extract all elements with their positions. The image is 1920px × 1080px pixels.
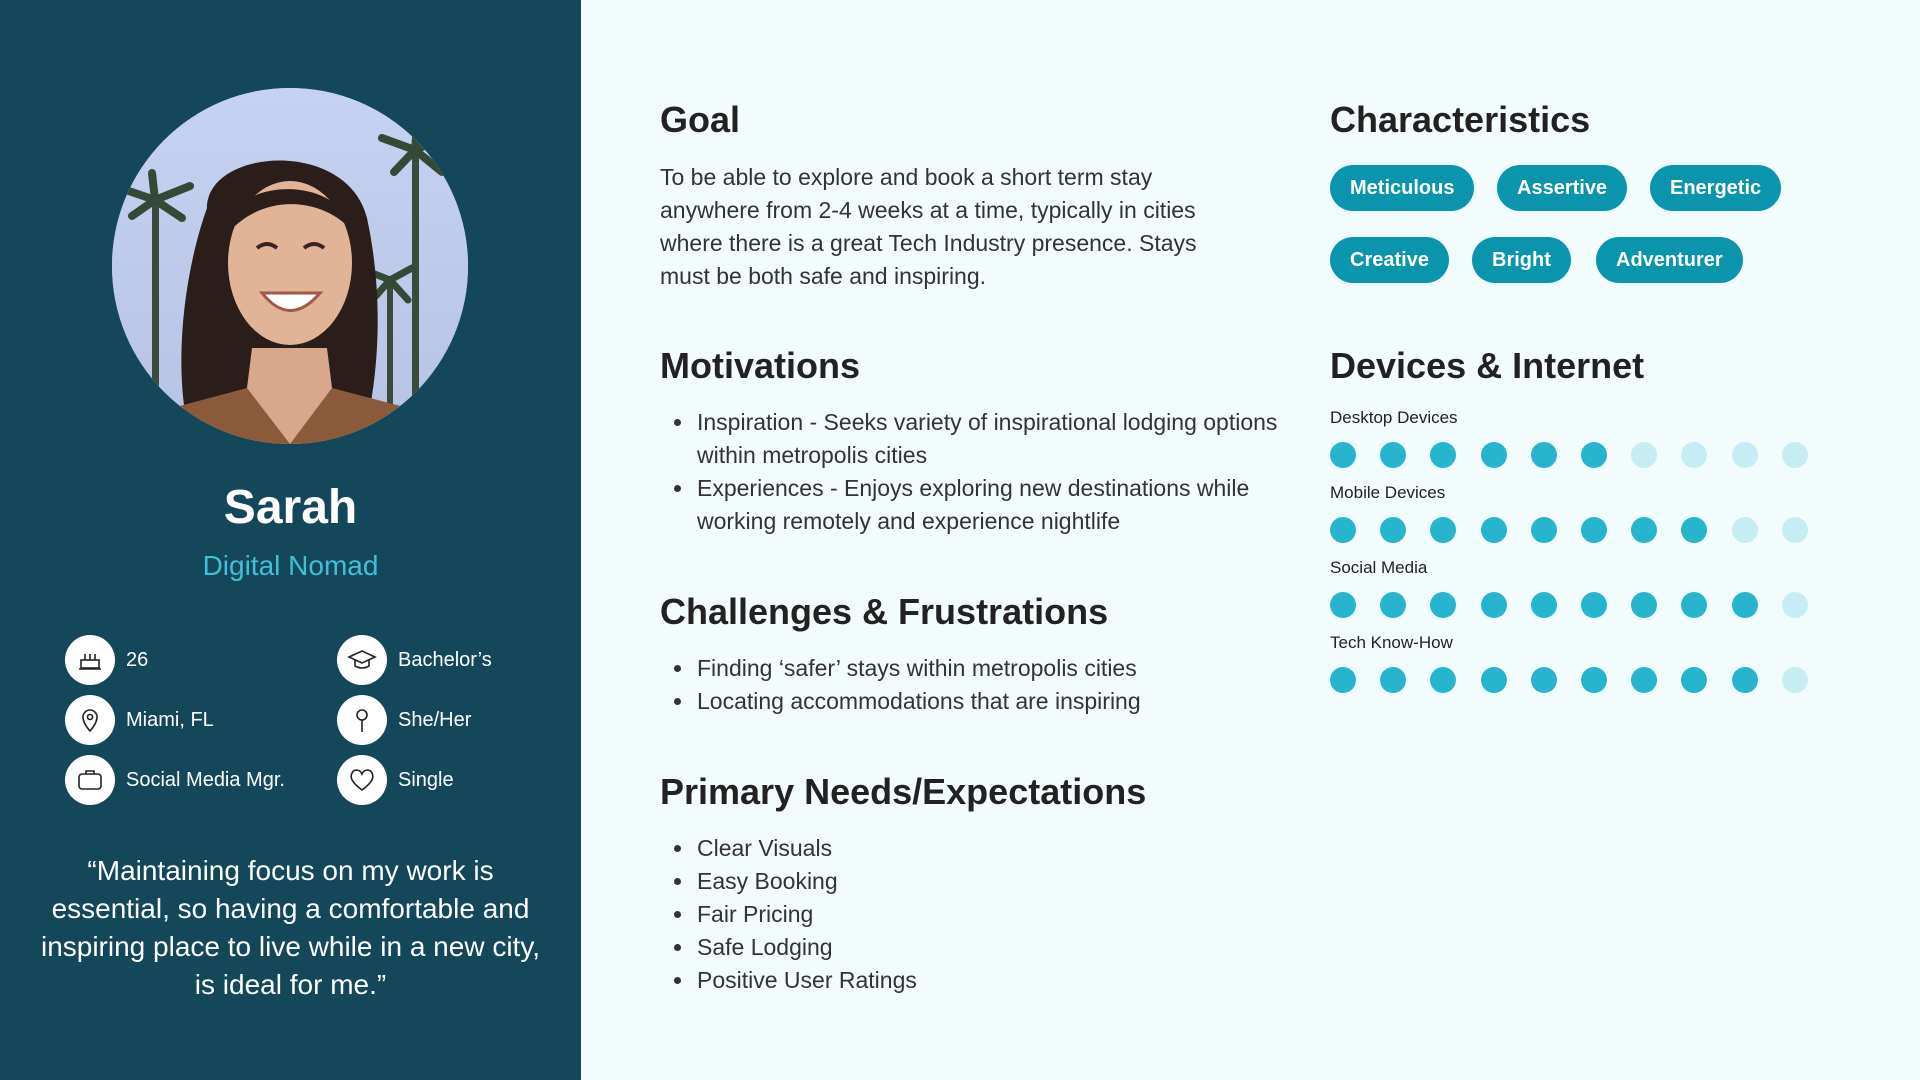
list-item: • Inspiration - Seeks variety of inspirational lodging options within metropolis cities [695, 406, 1295, 472]
list-item: • Experiences - Enjoys exploring new destinations while working remotely and experience nightlife [695, 472, 1295, 538]
persona-quote: “Maintaining focus on my work is essential, so having a comfortable and inspiring place to live while in a new city, is ideal for me.” [40, 855, 541, 1000]
rating-dot-filled [1581, 517, 1607, 543]
rating-dot-filled [1531, 517, 1557, 543]
challenges-title: Challenges & Frustrations [660, 591, 1109, 632]
rating-desktop [1330, 442, 1808, 468]
rating-mobile [1330, 517, 1808, 543]
device-label-mobile: Mobile Devices [1330, 483, 1446, 502]
rating-dot-filled [1631, 667, 1657, 693]
tag-assertive: Assertive [1497, 165, 1627, 211]
tag-creative: Creative [1330, 237, 1449, 283]
rating-dot-filled [1430, 517, 1456, 543]
rating-dot-filled [1681, 667, 1707, 693]
list-item: • Clear Visuals [695, 832, 1295, 865]
briefcase-icon [65, 755, 115, 805]
profile-sidebar [0, 0, 581, 1080]
rating-dot-filled [1481, 517, 1507, 543]
persona-role: Digital Nomad [202, 550, 379, 581]
rating-dot-empty [1782, 442, 1808, 468]
rating-dot-filled [1581, 592, 1607, 618]
tag-meticulous: Meticulous [1330, 165, 1474, 211]
characteristics-title: Characteristics [1330, 99, 1591, 140]
location-pin-icon [65, 695, 115, 745]
list-item: • Fair Pricing [695, 898, 1295, 931]
cake-icon [65, 635, 115, 685]
rating-dot-filled [1481, 667, 1507, 693]
rating-dot-filled [1380, 517, 1406, 543]
location-value: Miami, FL [126, 708, 214, 731]
rating-dot-filled [1681, 592, 1707, 618]
rating-dot-empty [1782, 517, 1808, 543]
rating-dot-filled [1531, 442, 1557, 468]
tag-energetic: Energetic [1650, 165, 1781, 211]
rating-dot-filled [1330, 442, 1356, 468]
tag-adventurer: Adventurer [1596, 237, 1743, 283]
pronouns-info [337, 695, 471, 745]
rating-dot-filled [1681, 517, 1707, 543]
rating-dot-filled [1430, 442, 1456, 468]
rating-tech [1330, 667, 1808, 693]
persona-name: Sarah [223, 481, 358, 534]
status-value: Single [398, 768, 454, 791]
list-item: • Finding ‘safer’ stays within metropolis cities [695, 652, 1295, 685]
pronoun-pin-icon [337, 695, 387, 745]
rating-dot-filled [1430, 667, 1456, 693]
tag-bright: Bright [1472, 237, 1571, 283]
rating-dot-filled [1330, 592, 1356, 618]
list-item: • Locating accommodations that are inspiring [695, 685, 1295, 718]
occupation-value: Social Media Mgr. [126, 768, 285, 791]
education-info [337, 635, 492, 685]
rating-dot-empty [1782, 667, 1808, 693]
rating-dot-filled [1430, 592, 1456, 618]
rating-dot-filled [1380, 442, 1406, 468]
rating-dot-filled [1581, 442, 1607, 468]
needs-title: Primary Needs/Expectations [660, 771, 1147, 812]
rating-dot-filled [1481, 442, 1507, 468]
status-info [337, 755, 454, 805]
device-label-social: Social Media [1330, 558, 1428, 577]
rating-dot-empty [1782, 592, 1808, 618]
motivations-list [660, 406, 1295, 538]
motivations-title: Motivations [660, 345, 861, 386]
rating-dot-filled [1581, 667, 1607, 693]
rating-dot-filled [1380, 592, 1406, 618]
heart-icon [337, 755, 387, 805]
goal-title: Goal [660, 99, 741, 140]
rating-dot-empty [1631, 442, 1657, 468]
rating-dot-filled [1732, 667, 1758, 693]
rating-dot-filled [1732, 592, 1758, 618]
rating-dot-empty [1732, 517, 1758, 543]
rating-social [1330, 592, 1808, 618]
list-item: • Positive User Ratings [695, 964, 1295, 997]
occupation-info [65, 755, 285, 805]
goal-text: To be able to explore and book a short term stay anywhere from 2-4 weeks at a time, typically in cities where there is a great Tech Industry presence. Stays must be both safe and inspiring. [660, 164, 1197, 289]
device-label-tech: Tech Know-How [1330, 633, 1453, 652]
profile-photo [112, 88, 468, 444]
devices-title: Devices & Internet [1330, 345, 1645, 386]
rating-dot-filled [1380, 667, 1406, 693]
list-item: • Easy Booking [695, 865, 1295, 898]
pronouns-value: She/Her [398, 708, 472, 731]
rating-dot-filled [1481, 592, 1507, 618]
rating-dot-filled [1330, 517, 1356, 543]
rating-dot-filled [1631, 592, 1657, 618]
rating-dot-filled [1330, 667, 1356, 693]
location-info [65, 695, 214, 745]
education-value: Bachelor’s [398, 648, 492, 671]
age-info [65, 635, 148, 685]
rating-dot-empty [1732, 442, 1758, 468]
rating-dot-empty [1681, 442, 1707, 468]
rating-dot-filled [1531, 592, 1557, 618]
graduation-cap-icon [337, 635, 387, 685]
rating-dot-filled [1531, 667, 1557, 693]
rating-dot-filled [1631, 517, 1657, 543]
needs-list [660, 832, 1295, 997]
device-label-desktop: Desktop Devices [1330, 408, 1458, 427]
challenges-list [660, 652, 1295, 718]
list-item: • Safe Lodging [695, 931, 1295, 964]
age-value: 26 [126, 648, 149, 671]
